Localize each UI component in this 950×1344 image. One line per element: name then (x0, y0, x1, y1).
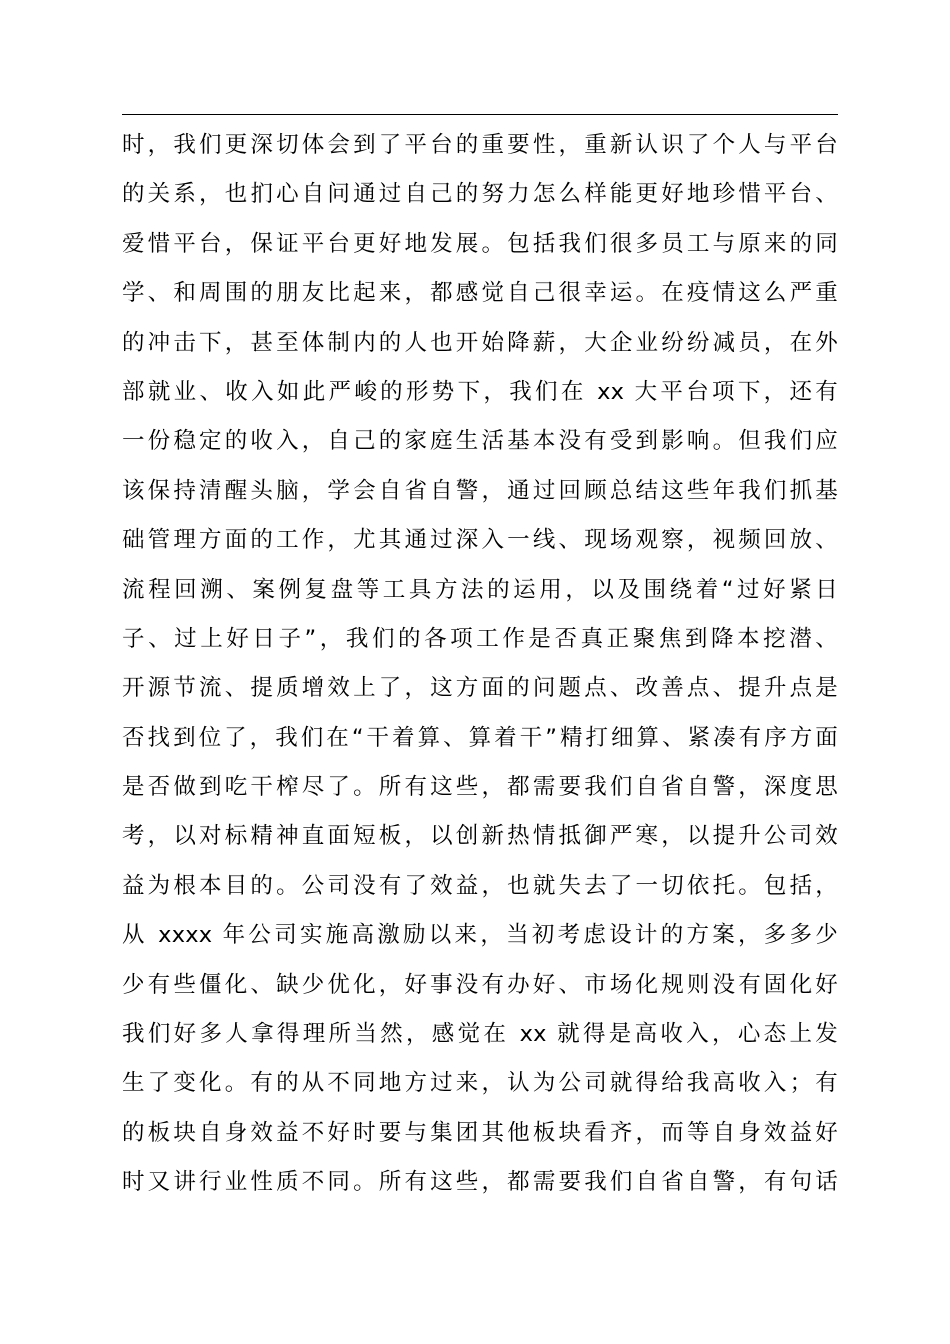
text-line: 爱惜平台，保证平台更好地发展。包括我们很多员工与原来的同 (122, 230, 838, 257)
text-line: 开源节流、提质增效上了，这方面的问题点、改善点、提升点是 (122, 675, 838, 702)
text-line: 否找到位了，我们在“干着算、算着干”精打细算、紧凑有序方面 (122, 724, 838, 751)
text-line: 的板块自身效益不好时要与集团其他板块看齐，而等自身效益好 (122, 1119, 838, 1146)
text-line: 考，以对标精神直面短板，以创新热情抵御严寒，以提升公司效 (122, 823, 838, 850)
text-line: 是否做到吃干榨尽了。所有这些，都需要我们自省自警，深度思 (122, 774, 838, 801)
body-text (122, 121, 838, 1208)
text-line: 生了变化。有的从不同地方过来，认为公司就得给我高收入；有 (122, 1070, 838, 1097)
text-line: 从 xxxx 年公司实施高激励以来，当初考虑设计的方案，多多少 (122, 922, 838, 949)
text-line: 的冲击下，甚至体制内的人也开始降薪，大企业纷纷减员，在外 (122, 329, 838, 356)
text-line: 础管理方面的工作，尤其通过深入一线、现场观察，视频回放、 (122, 527, 838, 554)
text-line: 时又讲行业性质不同。所有这些，都需要我们自省自警，有句话 (122, 1169, 838, 1196)
text-line: 该保持清醒头脑，学会自省自警，通过回顾总结这些年我们抓基 (122, 477, 838, 504)
header-rule (122, 114, 838, 115)
text-line: 部就业、收入如此严峻的形势下，我们在 xx 大平台项下，还有 (122, 378, 838, 405)
text-line: 时，我们更深切体会到了平台的重要性，重新认识了个人与平台 (122, 132, 838, 158)
text-line: 少有些僵化、缺少优化，好事没有办好、市场化规则没有固化好 (122, 971, 838, 998)
text-line: 学、和周围的朋友比起来，都感觉自己很幸运。在疫情这么严重 (122, 280, 838, 307)
text-line: 我们好多人拿得理所当然，感觉在 xx 就得是高收入，心态上发 (122, 1021, 838, 1048)
text-line: 益为根本目的。公司没有了效益，也就失去了一切依托。包括， (122, 872, 838, 899)
text-line: 流程回溯、案例复盘等工具方法的运用，以及围绕着“过好紧日 (122, 576, 838, 603)
text-line: 的关系，也扪心自问通过自己的努力怎么样能更好地珍惜平台、 (122, 181, 838, 208)
text-line: 一份稳定的收入，自己的家庭生活基本没有受到影响。但我们应 (122, 428, 838, 455)
text-line: 子、过上好日子”，我们的各项工作是否真正聚焦到降本挖潜、 (122, 625, 838, 652)
